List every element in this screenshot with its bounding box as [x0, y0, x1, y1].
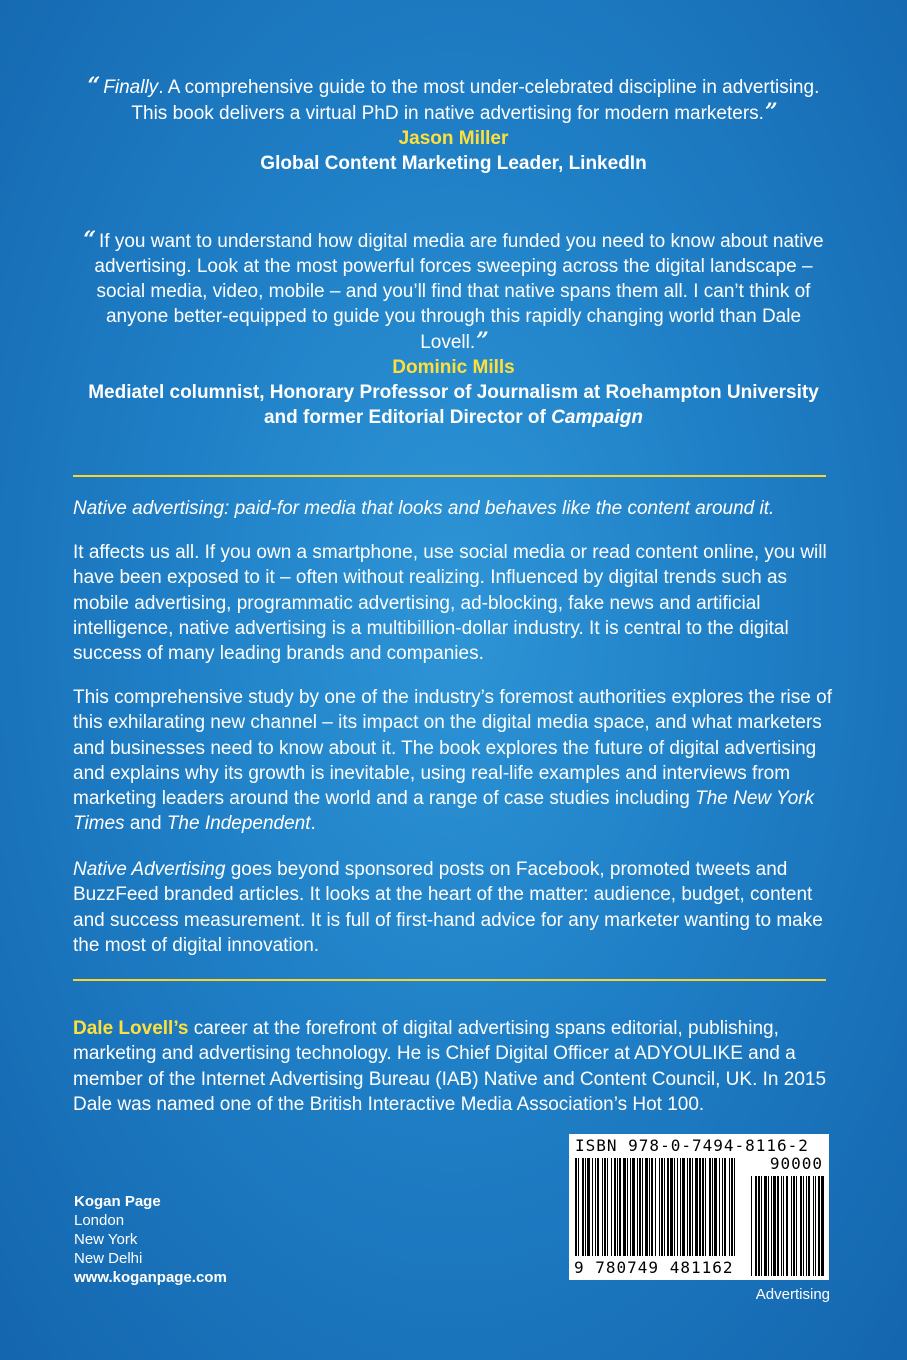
publisher-name: Kogan Page [74, 1193, 161, 1210]
barcode-bar [611, 1158, 612, 1256]
barcode-bar [699, 1158, 701, 1256]
barcode-bar [637, 1158, 638, 1256]
addon-bar [808, 1176, 810, 1276]
addon-bar [771, 1176, 772, 1276]
barcode-bar [619, 1158, 621, 1256]
barcode-bar [592, 1158, 593, 1256]
addon-bar [773, 1176, 776, 1276]
case-study-title: The Independent [166, 813, 311, 835]
barcode-digits: 9 780749 481162 [574, 1258, 734, 1277]
quote-author-name: Jason Miller [398, 128, 509, 149]
quote-author-role-publication: Campaign [551, 407, 643, 428]
addon-bar [796, 1176, 797, 1276]
barcode-bar [627, 1158, 628, 1256]
barcode-bar [582, 1158, 584, 1256]
barcode-bar [578, 1158, 579, 1256]
paragraph-text [73, 685, 833, 837]
case-study-title: The New York Times [73, 788, 815, 835]
author-bio-text [73, 1016, 833, 1117]
barcode-bar [722, 1158, 723, 1256]
barcode-bar [630, 1158, 631, 1256]
barcode-bar [607, 1158, 608, 1256]
description-paragraph-1 [73, 540, 833, 666]
quote-author-role-line2-prefix: and former Editorial Director of [263, 407, 552, 428]
addon-bar [751, 1176, 752, 1276]
open-quote-mark: “ [83, 227, 95, 253]
definition-tagline [73, 496, 833, 521]
addon-bar [786, 1176, 788, 1276]
barcode-bar [617, 1158, 618, 1256]
close-quote-mark: ” [476, 328, 487, 354]
barcode-bar [632, 1158, 635, 1256]
addon-bar [806, 1176, 807, 1276]
barcode-bar [651, 1158, 653, 1256]
barcode-bar [587, 1158, 590, 1256]
barcode-bar [614, 1158, 616, 1256]
author-name: Dale Lovell’s [73, 1018, 189, 1039]
addon-bar [764, 1176, 767, 1276]
isbn-barcode [569, 1134, 829, 1280]
addon-bar [768, 1176, 769, 1276]
barcode-bar [664, 1158, 665, 1256]
book-title: Native Advertising [73, 859, 226, 880]
quote-lead-word: Finally [103, 77, 159, 98]
paragraph-body: This comprehensive study by one of the industry’s foremost authorities explores the rise of this exhilarating new channel – its impact on the digital media space, and what marketers and businesses need to know about it. The book explores the future of digital advertising and explains why its growth is inevitable, using real-life examples and interviews from marketing leaders around the world and a range of case studies including [73, 687, 832, 810]
barcode-bar [659, 1158, 660, 1256]
barcode-bar [623, 1158, 626, 1256]
addon-bar [821, 1176, 824, 1276]
barcode-bar [724, 1158, 726, 1256]
paragraph-body: goes beyond sponsored posts on Facebook, promoted tweets and BuzzFeed branded articles. It looks at the heart of the matter: audience, budget, content and success measurement. It is full of first-hand advice for any marketer wanting to make the most of digital innovation. [73, 859, 823, 956]
quote-author-role [73, 380, 834, 430]
barcode-bar [705, 1158, 706, 1256]
close-quote-mark: ” [764, 99, 776, 125]
barcode-bar [702, 1158, 704, 1256]
barcode-bar [714, 1158, 717, 1256]
sentence-end: . [310, 813, 316, 835]
addon-bar [777, 1176, 779, 1276]
description-paragraph-2 [73, 685, 833, 837]
barcode-bar [680, 1158, 681, 1256]
addon-bar [791, 1176, 792, 1276]
barcode-bar [670, 1158, 673, 1256]
publisher-block [74, 1192, 227, 1287]
barcode-bar [677, 1158, 678, 1256]
isbn-text: ISBN 978-0-7494-8116-2 [575, 1136, 809, 1155]
price-code: 90000 [769, 1154, 823, 1173]
barcode-bar [719, 1158, 720, 1256]
addon-bar [800, 1176, 802, 1276]
barcode-bar [682, 1158, 685, 1256]
barcode-bar [604, 1158, 606, 1256]
author-bio-body: career at the forefront of digital advertising spans editorial, publishing, marketing and advertising technology. He is Chief Digital Officer at ADYOULIKE and a member of the Internet Advertising Bureau (IAB) Native and Content Council, UK. In 2015 Dale was named one of the British Interactive Media Association’s Hot 100. [73, 1018, 827, 1115]
addon-bar [755, 1176, 757, 1276]
open-quote-mark: “ [87, 73, 99, 99]
barcode-bar [595, 1158, 596, 1256]
addon-bar [783, 1176, 784, 1276]
divider-rule [73, 475, 826, 477]
barcode-bar [649, 1158, 650, 1256]
barcode-bar [731, 1158, 733, 1256]
barcode-bar [687, 1158, 688, 1256]
quote-author-role: Global Content Marketing Leader, LinkedIn [260, 153, 647, 174]
barcode-bar [674, 1158, 675, 1256]
barcode-bar [712, 1158, 713, 1256]
barcode-bar [642, 1158, 643, 1256]
divider-rule [73, 979, 826, 981]
addon-bar [761, 1176, 762, 1276]
barcode-bar [689, 1158, 691, 1256]
quote-text: . A comprehensive guide to the most under-celebrated discipline in advertising. This book delivers a virtual PhD in native advertising for modern marketers. [131, 77, 820, 124]
quote-text: If you want to understand how digital media are funded you need to know about native advertising. Look at the most powerful forces sweeping across the digital landscape – social media, video, mobile – and you’ll find that native spans them all. I can’t think of anyone better-equipped to guide you through this rapidly changing world than Dale Lovell. [94, 231, 824, 353]
barcode-bar [695, 1158, 698, 1256]
tagline-text: Native advertising: paid-for media that looks and behaves like the content around it. [73, 498, 775, 519]
barcode-bar [729, 1158, 730, 1256]
barcode-bar [667, 1158, 669, 1256]
addon-bar [803, 1176, 804, 1276]
publisher-city: London [74, 1212, 125, 1229]
addon-bar [781, 1176, 782, 1276]
addon-bar [818, 1176, 820, 1276]
barcode-bar [692, 1158, 693, 1256]
barcode-bar [655, 1158, 656, 1256]
paragraph-text: It affects us all. If you own a smartphone, use social media or read content online, you will have been exposed to it – often without realizing. Influenced by digital trends such as mobile advertising, programmatic advertising, ad-blocking, fake news and artificial intelligence, native advertising is a multibillion-dollar industry. It is central to the digital success of many leading brands and companies. [73, 542, 827, 665]
description-paragraph-3 [73, 857, 833, 958]
publisher-url: www.koganpage.com [74, 1269, 227, 1286]
addon-bar [793, 1176, 795, 1276]
publisher-city: New York [74, 1231, 138, 1248]
quote-author-name: Dominic Mills [392, 357, 515, 378]
barcode-bar [639, 1158, 641, 1256]
category-label: Advertising [755, 1286, 830, 1303]
publisher-city: New Delhi [74, 1250, 143, 1267]
barcode-bar [602, 1158, 603, 1256]
addon-bar [758, 1176, 760, 1276]
conjunction: and [124, 813, 167, 835]
barcode-bar [645, 1158, 648, 1256]
endorsement-quote-1 [73, 74, 834, 176]
quote-author-role-line1: Mediatel columnist, Honorary Professor of Journalism at Roehampton University [88, 382, 819, 403]
addon-bar [815, 1176, 816, 1276]
addon-bar [813, 1176, 814, 1276]
barcode-bar [661, 1158, 663, 1256]
barcode-bar [597, 1158, 599, 1256]
barcode-bar [585, 1158, 586, 1256]
endorsement-quote-2 [73, 228, 834, 430]
barcode-bar [575, 1158, 577, 1256]
barcode-bar [709, 1158, 711, 1256]
paragraph-text [73, 857, 833, 958]
barcode-bar [734, 1158, 735, 1256]
author-bio [73, 1016, 833, 1117]
